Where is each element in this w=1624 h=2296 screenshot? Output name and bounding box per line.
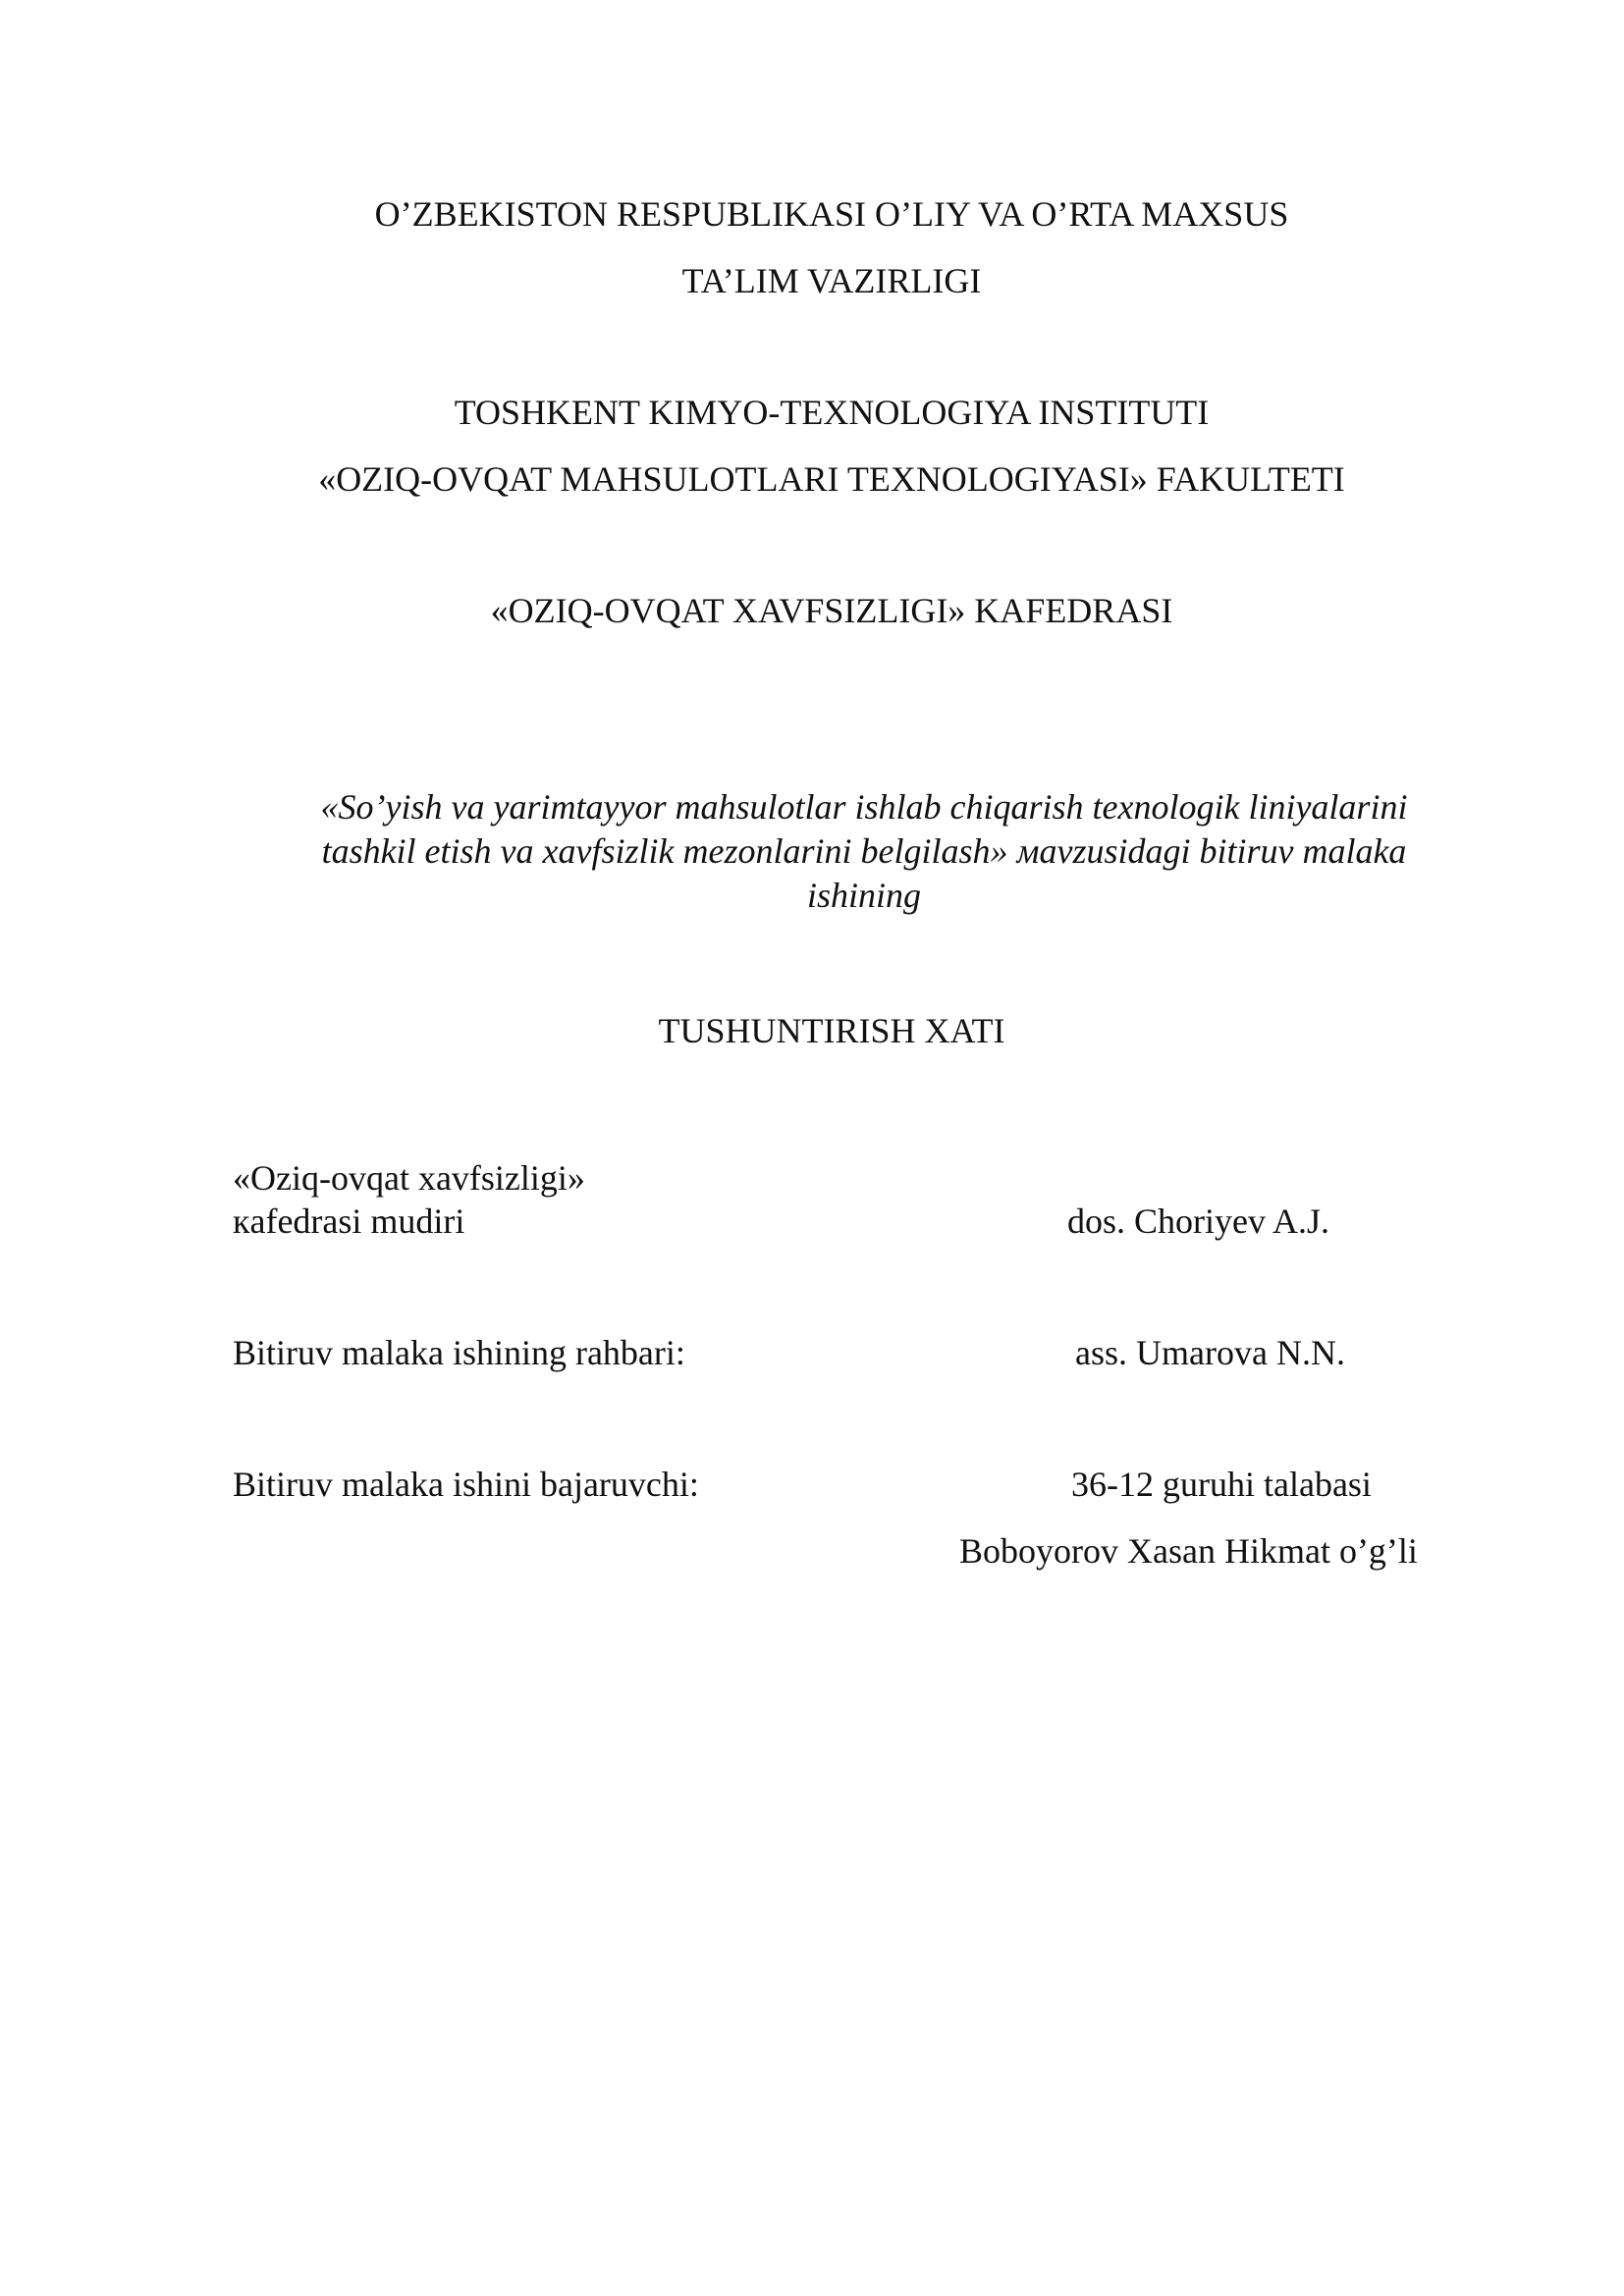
thesis-topic-line3: ishining: [806, 876, 921, 915]
thesis-topic-line1: «So’yish va yarimtayyor mahsulotlar ishlab chiqarish texnologik liniyalarini: [320, 787, 1408, 827]
head-of-department-name: dos. Choriyev A.J.: [1067, 1201, 1330, 1241]
thesis-topic: [236, 785, 1492, 918]
performer-label: Bitiruv malaka ishini bajaruvchi:: [233, 1465, 699, 1504]
thesis-topic-line2: tashkil etish va xavfsizlik mezonlarini belgilash» мavzusidagi bitiruv malaka: [321, 831, 1407, 871]
institute-name: TOSHKENT KIMYO-TEXNOLOGIYA INSTITUTI: [454, 393, 1210, 432]
head-of-department-label-line2: кafedrasi mudiri: [233, 1201, 465, 1241]
faculty-name: «OZIQ-OVQAT MAHSULOTLARI TEXNOLOGIYASI» FAKULTETI: [318, 459, 1345, 499]
document-type-title: TUSHUNTIRISH XATI: [658, 1011, 1005, 1050]
ministry-title-line1: O’ZBEKISTON RESPUBLIKASI O’LIY VA O’RTA MAXSUS: [374, 194, 1289, 234]
ministry-title-line2: TA’LIM VAZIRLIGI: [681, 261, 982, 300]
supervisor-label: Bitiruv malaka ishining rahbari:: [233, 1333, 685, 1372]
department-name: «OZIQ-OVQAT XAVFSIZLIGI» KAFEDRASI: [490, 591, 1173, 630]
performer-group: 36-12 guruhi talabasi: [1071, 1465, 1372, 1504]
performer-name: Boboyorov Xasan Hikmat o’g’li: [959, 1531, 1418, 1571]
head-of-department-label-line1: «Oziq-ovqat xavfsizligi»: [233, 1158, 585, 1198]
supervisor-name: ass. Umarova N.N.: [1075, 1333, 1345, 1372]
